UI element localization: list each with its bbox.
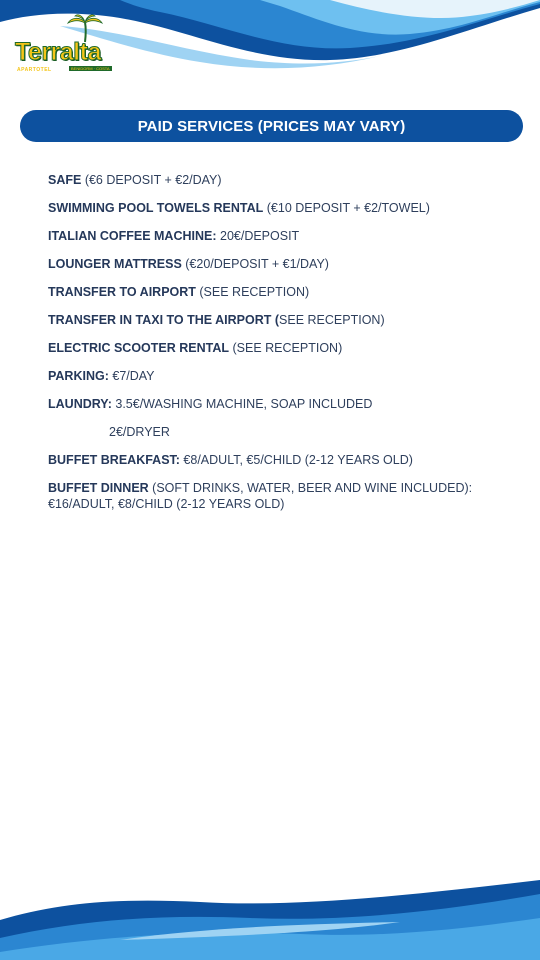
list-item <box>48 396 518 412</box>
service-label: BUFFET BREAKFAST: <box>48 453 180 467</box>
service-detail: 20€/DEPOSIT <box>216 229 300 243</box>
list-item <box>48 172 518 188</box>
service-label: ITALIAN COFFEE MACHINE: <box>48 229 217 243</box>
service-label: TRANSFER IN TAXI TO THE AIRPORT ( <box>48 313 280 327</box>
service-detail: (SOFT DRINKS, WATER, BEER AND WINE INCLUDED): €16/ADULT, €8/CHILD (2-12 YEARS OLD) <box>48 481 473 511</box>
services-list <box>48 172 518 524</box>
list-item <box>48 424 518 440</box>
service-detail: (€10 DEPOSIT + €2/TOWEL) <box>263 201 430 215</box>
service-label: TRANSFER TO AIRPORT <box>48 285 196 299</box>
service-detail: 3.5€/WASHING MACHINE, SOAP INCLUDED <box>111 397 373 411</box>
service-detail: (SEE RECEPTION) <box>229 341 343 355</box>
service-label: PARKING: <box>48 369 109 383</box>
list-item <box>48 284 518 300</box>
service-label: BUFFET DINNER <box>48 481 149 495</box>
bottom-wave-decoration <box>0 880 540 960</box>
logo-location: BENIDORM · COSTA <box>71 66 110 71</box>
service-label: SAFE <box>48 173 82 187</box>
page-title-banner <box>20 110 523 142</box>
list-item <box>48 256 518 272</box>
service-detail: 2€/DRYER <box>109 425 170 439</box>
list-item <box>48 200 518 216</box>
service-label: SWIMMING POOL TOWELS RENTAL <box>48 201 264 215</box>
service-detail: (SEE RECEPTION) <box>195 285 310 299</box>
service-label: ELECTRIC SCOOTER RENTAL <box>48 341 230 355</box>
logo-tagline: APARTOTEL <box>17 67 52 73</box>
service-detail: €8/ADULT, €5/CHILD (2-12 YEARS OLD) <box>179 453 413 467</box>
logo-wordmark: Terralta <box>15 38 101 66</box>
terralta-logo <box>15 12 127 74</box>
service-detail: (€6 DEPOSIT + €2/DAY) <box>81 173 222 187</box>
service-label: LAUNDRY: <box>48 397 112 411</box>
list-item <box>48 480 518 512</box>
service-detail: (€20/DEPOSIT + €1/DAY) <box>181 257 329 271</box>
list-item <box>48 340 518 356</box>
list-item <box>48 452 518 468</box>
page-title: PAID SERVICES (PRICES MAY VARY) <box>137 117 406 135</box>
service-detail: SEE RECEPTION) <box>279 313 385 327</box>
service-detail: €7/DAY <box>108 369 155 383</box>
list-item <box>48 312 518 328</box>
list-item <box>48 228 518 244</box>
service-label: LOUNGER MATTRESS <box>48 257 182 271</box>
list-item <box>48 368 518 384</box>
